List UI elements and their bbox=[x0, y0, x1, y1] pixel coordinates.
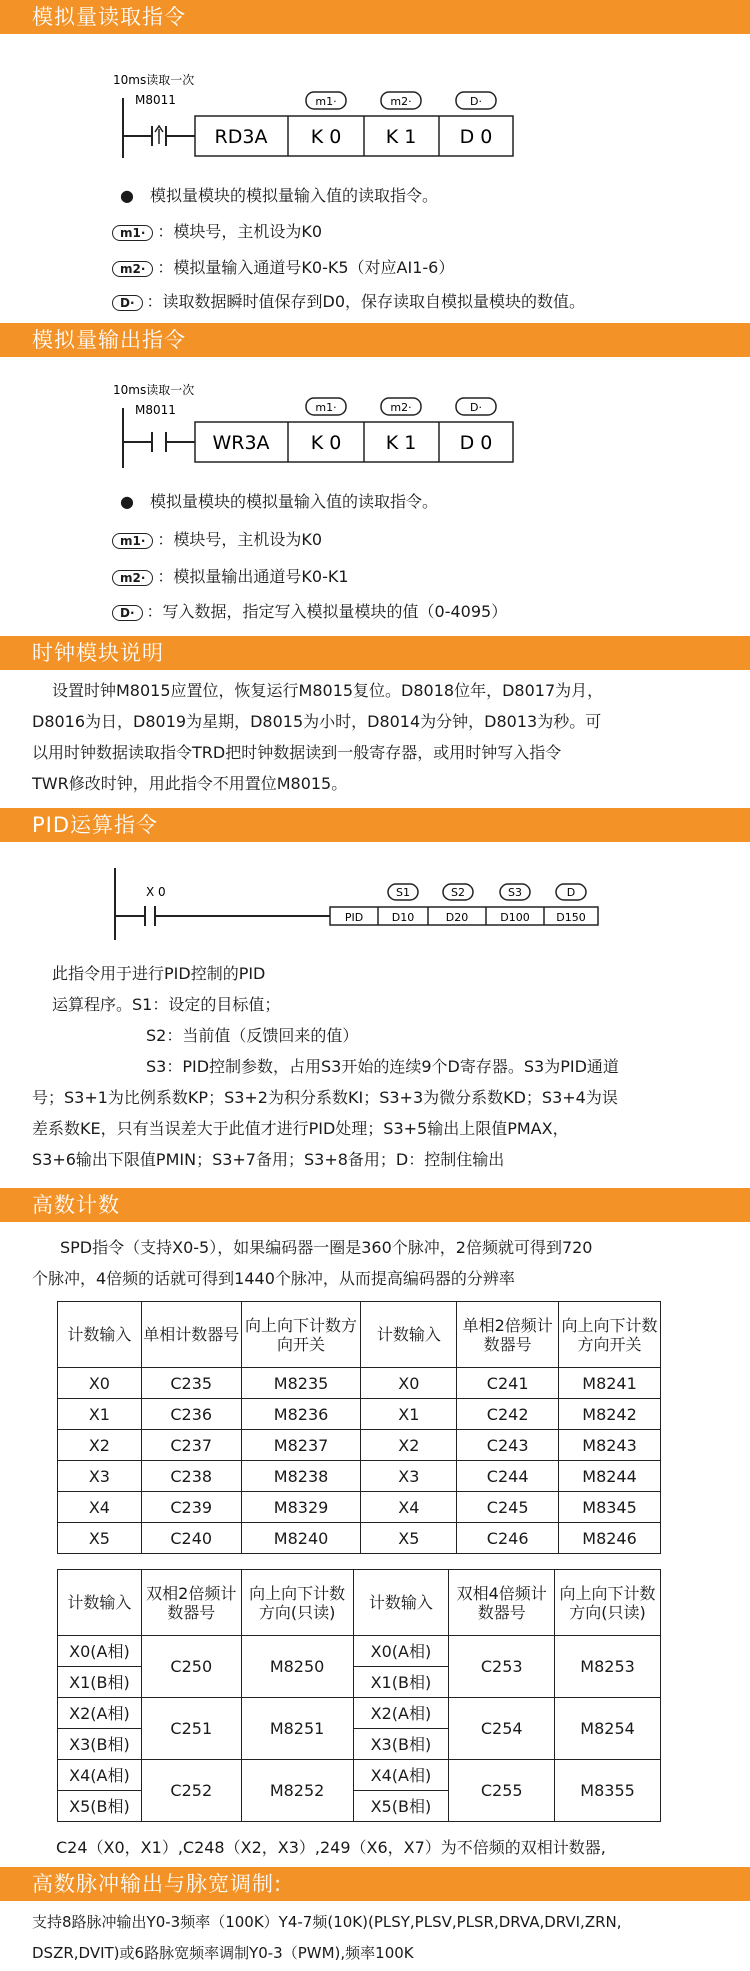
table-cell: M8251 bbox=[241, 1698, 353, 1760]
table-cell: C254 bbox=[449, 1698, 555, 1760]
operand-tag: S3 bbox=[508, 886, 522, 899]
table-cell: M8238 bbox=[241, 1461, 361, 1492]
table-cell: M8240 bbox=[241, 1523, 361, 1554]
table-cell: M8241 bbox=[559, 1368, 661, 1399]
table-cell: X5 bbox=[58, 1523, 142, 1554]
operand-cell: D150 bbox=[556, 911, 586, 924]
section-header-high-speed-count: 高数计数 bbox=[0, 1188, 750, 1222]
operand-cell: D 0 bbox=[459, 432, 493, 454]
table-cell: X1 bbox=[361, 1399, 457, 1430]
table-cell: M8244 bbox=[559, 1461, 661, 1492]
column-header: 向上向下计数方向(只读) bbox=[241, 1570, 353, 1636]
section-header-pid: PID运算指令 bbox=[0, 808, 750, 842]
operand-cell: K 0 bbox=[310, 432, 342, 454]
operand-desc bbox=[112, 602, 507, 622]
instruction-cell: RD3A bbox=[214, 126, 268, 148]
operand-desc-text: ：模拟量输入通道号K0-K5（对应AI1-6） bbox=[157, 258, 455, 277]
operand-desc bbox=[112, 292, 585, 312]
table-cell: C240 bbox=[141, 1523, 241, 1554]
column-header: 双相4倍频计数器号 bbox=[449, 1570, 555, 1636]
timing-note: 10ms读取一次 bbox=[113, 73, 195, 87]
operand-pill: m2· bbox=[112, 261, 153, 277]
table-cell: M8243 bbox=[559, 1430, 661, 1461]
operand-pill: D· bbox=[112, 295, 143, 311]
column-header: 单相计数器号 bbox=[141, 1302, 241, 1368]
operand-pill: m1· bbox=[112, 533, 153, 549]
table-cell: C237 bbox=[141, 1430, 241, 1461]
operand-pill: m2· bbox=[112, 570, 153, 586]
table-cell: C236 bbox=[141, 1399, 241, 1430]
paragraph-line: S2：当前值（反馈回来的值） bbox=[146, 1026, 359, 1045]
table-cell: M8329 bbox=[241, 1492, 361, 1523]
table-cell: M8254 bbox=[555, 1698, 661, 1760]
operand-cell: D 0 bbox=[459, 126, 493, 148]
pid-description bbox=[32, 958, 742, 1175]
operand-tag: S2 bbox=[451, 886, 465, 899]
table-cell: C239 bbox=[141, 1492, 241, 1523]
counter-footnote: C24（X0，X1）,C248（X2，X3）,249（X6，X7）为不倍频的双相计数器, bbox=[56, 1838, 606, 1857]
column-header: 向上向下计数方向(只读) bbox=[555, 1570, 661, 1636]
operand-desc-text: ：模拟量输出通道号K0-K1 bbox=[157, 567, 349, 586]
table-cell: M8252 bbox=[241, 1760, 353, 1822]
table-cell: M8237 bbox=[241, 1430, 361, 1461]
column-header: 计数输入 bbox=[361, 1302, 457, 1368]
contact-label: X 0 bbox=[146, 885, 166, 899]
operand-desc-text: ：模块号，主机设为K0 bbox=[157, 530, 323, 549]
operand-cell: D20 bbox=[445, 911, 469, 924]
table-cell: M8345 bbox=[559, 1492, 661, 1523]
table-cell: X0(A相) bbox=[353, 1636, 449, 1667]
column-header: 计数输入 bbox=[353, 1570, 449, 1636]
ladder-diagram-rd3a bbox=[0, 60, 750, 170]
table-cell: X2 bbox=[361, 1430, 457, 1461]
bullet-text: 模拟量模块的模拟量输入值的读取指令。 bbox=[149, 492, 438, 511]
paragraph-line: TWR修改时钟，用此指令不用置位M8015。 bbox=[32, 774, 348, 793]
bullet-text: 模拟量模块的模拟量输入值的读取指令。 bbox=[149, 186, 438, 205]
operand-pill: D· bbox=[112, 605, 143, 621]
bullet-dot: ● bbox=[120, 186, 134, 205]
contact-label: M8011 bbox=[135, 93, 176, 107]
operand-cell: K 0 bbox=[310, 126, 342, 148]
paragraph-line: 以用时钟数据读取指令TRD把时钟数据读到一般寄存器，或用时钟写入指令 bbox=[32, 743, 562, 762]
table-cell: M8250 bbox=[241, 1636, 353, 1698]
table-row bbox=[58, 1399, 661, 1430]
table-cell: X5 bbox=[361, 1523, 457, 1554]
instruction-cell: WR3A bbox=[212, 432, 270, 454]
table-row bbox=[58, 1430, 661, 1461]
section-header-analog-read: 模拟量读取指令 bbox=[0, 0, 750, 34]
table-cell: X3(B相) bbox=[353, 1729, 449, 1760]
column-header: 向上向下计数方向开关 bbox=[559, 1302, 661, 1368]
table-cell: X2 bbox=[58, 1430, 142, 1461]
operand-desc-text: ：模块号，主机设为K0 bbox=[157, 222, 323, 241]
operand-desc bbox=[112, 567, 349, 587]
section-header-clock: 时钟模块说明 bbox=[0, 636, 750, 670]
paragraph-line: DSZR,DVIT)或6路脉宽频率调制Y0-3（PWM),频率100K bbox=[32, 1944, 414, 1962]
table-cell: C251 bbox=[141, 1698, 241, 1760]
table-cell: C250 bbox=[141, 1636, 241, 1698]
operand-tag: S1 bbox=[396, 886, 410, 899]
operand-desc bbox=[112, 530, 322, 550]
column-header: 双相2倍频计数器号 bbox=[141, 1570, 241, 1636]
table-cell: C255 bbox=[449, 1760, 555, 1822]
table-cell: X0 bbox=[361, 1368, 457, 1399]
table-cell: C245 bbox=[457, 1492, 559, 1523]
operand-tag: m2· bbox=[390, 401, 412, 414]
table-cell: C242 bbox=[457, 1399, 559, 1430]
table-cell: C238 bbox=[141, 1461, 241, 1492]
table-cell: M8355 bbox=[555, 1760, 661, 1822]
dual-phase-counter-table bbox=[57, 1569, 661, 1822]
operand-cell: K 1 bbox=[385, 126, 417, 148]
table-cell: C241 bbox=[457, 1368, 559, 1399]
operand-desc bbox=[112, 258, 454, 278]
table-cell: C243 bbox=[457, 1430, 559, 1461]
operand-cell: D10 bbox=[391, 911, 415, 924]
table-row bbox=[58, 1636, 661, 1667]
operand-tag: D· bbox=[470, 95, 482, 108]
pulse-output-description bbox=[32, 1907, 744, 1969]
bullet-dot: ● bbox=[120, 492, 134, 511]
table-row bbox=[58, 1368, 661, 1399]
operand-cell: K 1 bbox=[385, 432, 417, 454]
table-cell: C253 bbox=[449, 1636, 555, 1698]
table-cell: X4 bbox=[361, 1492, 457, 1523]
operand-pill: m1· bbox=[112, 225, 153, 241]
table-row bbox=[58, 1523, 661, 1554]
paragraph-line: 号；S3+1为比例系数KP；S3+2为积分系数KI；S3+3为微分系数KD；S3+4为误 bbox=[32, 1088, 618, 1107]
table-cell: X4 bbox=[58, 1492, 142, 1523]
table-cell: X4(A相) bbox=[353, 1760, 449, 1791]
operand-desc bbox=[112, 222, 322, 242]
paragraph-line: D8016为日，D8019为星期，D8015为小时，D8014为分钟，D8013为秒。可 bbox=[32, 712, 602, 731]
paragraph-line: 此指令用于进行PID控制的PID bbox=[52, 964, 266, 983]
paragraph-line: SPD指令（支持X0-5），如果编码器一圈是360个脉冲，2倍频就可得到720 bbox=[60, 1238, 593, 1257]
paragraph-line: 支持8路脉冲输出Y0-3频率（100K）Y4-7频(10K)(PLSY,PLSV,PLSR,DRVA,DRVI,ZRN, bbox=[32, 1913, 622, 1931]
section-header-pulse-output: 高数脉冲输出与脉宽调制: bbox=[0, 1867, 750, 1901]
table-cell: X2(A相) bbox=[58, 1698, 142, 1729]
column-header: 计数输入 bbox=[58, 1302, 142, 1368]
table-cell: X1(B相) bbox=[353, 1667, 449, 1698]
operand-tag: m1· bbox=[315, 401, 337, 414]
operand-tag: m1· bbox=[315, 95, 337, 108]
paragraph-line: 差系数KE，只有当误差大于此值才进行PID处理；S3+5输出上限值PMAX， bbox=[32, 1119, 569, 1138]
table-cell: C244 bbox=[457, 1461, 559, 1492]
table-cell: M8253 bbox=[555, 1636, 661, 1698]
table-cell: M8242 bbox=[559, 1399, 661, 1430]
table-cell: M8235 bbox=[241, 1368, 361, 1399]
operand-desc-text: ：读取数据瞬时值保存到D0，保存读取自模拟量模块的数值。 bbox=[146, 292, 586, 311]
bullet-line bbox=[120, 186, 438, 206]
column-header: 向上向下计数方向开关 bbox=[241, 1302, 361, 1368]
operand-cell: D100 bbox=[500, 911, 530, 924]
table-cell: C235 bbox=[141, 1368, 241, 1399]
table-row bbox=[58, 1461, 661, 1492]
column-header: 单相2倍频计数器号 bbox=[457, 1302, 559, 1368]
table-cell: X1(B相) bbox=[58, 1667, 142, 1698]
ladder-diagram-pid bbox=[0, 860, 750, 970]
table-row bbox=[58, 1492, 661, 1523]
paragraph-line: 设置时钟M8015应置位，恢复运行M8015复位。D8018位年，D8017为月， bbox=[52, 681, 604, 700]
table-cell: C246 bbox=[457, 1523, 559, 1554]
instruction-cell: PID bbox=[344, 911, 364, 924]
table-cell: X0(A相) bbox=[58, 1636, 142, 1667]
table-cell: X5(B相) bbox=[58, 1791, 142, 1822]
contact-label: M8011 bbox=[135, 403, 176, 417]
spd-description bbox=[32, 1232, 742, 1294]
table-row bbox=[58, 1760, 661, 1791]
operand-tag: D bbox=[566, 886, 576, 899]
paragraph-line: S3+6输出下限值PMIN；S3+7备用；S3+8备用；D：控制住输出 bbox=[32, 1150, 505, 1169]
operand-tag: m2· bbox=[390, 95, 412, 108]
table-cell: M8246 bbox=[559, 1523, 661, 1554]
table-cell: X2(A相) bbox=[353, 1698, 449, 1729]
paragraph-line: 个脉冲，4倍频的话就可得到1440个脉冲，从而提高编码器的分辨率 bbox=[32, 1269, 515, 1288]
clock-description bbox=[32, 675, 732, 799]
table-cell: X5(B相) bbox=[353, 1791, 449, 1822]
table-cell: X1 bbox=[58, 1399, 142, 1430]
table-cell: X4(A相) bbox=[58, 1760, 142, 1791]
table-row bbox=[58, 1698, 661, 1729]
single-phase-counter-table bbox=[57, 1301, 661, 1554]
ladder-diagram-wr3a bbox=[0, 370, 750, 480]
paragraph-line: S3：PID控制参数，占用S3开始的连续9个D寄存器。S3为PID通道 bbox=[146, 1057, 619, 1076]
operand-tag: D· bbox=[470, 401, 482, 414]
column-header: 计数输入 bbox=[58, 1570, 142, 1636]
operand-desc-text: ：写入数据，指定写入模拟量模块的值（0-4095） bbox=[146, 602, 508, 621]
table-cell: X3 bbox=[58, 1461, 142, 1492]
table-cell: M8236 bbox=[241, 1399, 361, 1430]
paragraph-line: 运算程序。S1：设定的目标值； bbox=[52, 995, 281, 1014]
table-cell: C252 bbox=[141, 1760, 241, 1822]
section-header-analog-write: 模拟量输出指令 bbox=[0, 323, 750, 357]
table-cell: X3(B相) bbox=[58, 1729, 142, 1760]
table-cell: X3 bbox=[361, 1461, 457, 1492]
timing-note: 10ms读取一次 bbox=[113, 383, 195, 397]
table-cell: X0 bbox=[58, 1368, 142, 1399]
bullet-line bbox=[120, 492, 438, 512]
